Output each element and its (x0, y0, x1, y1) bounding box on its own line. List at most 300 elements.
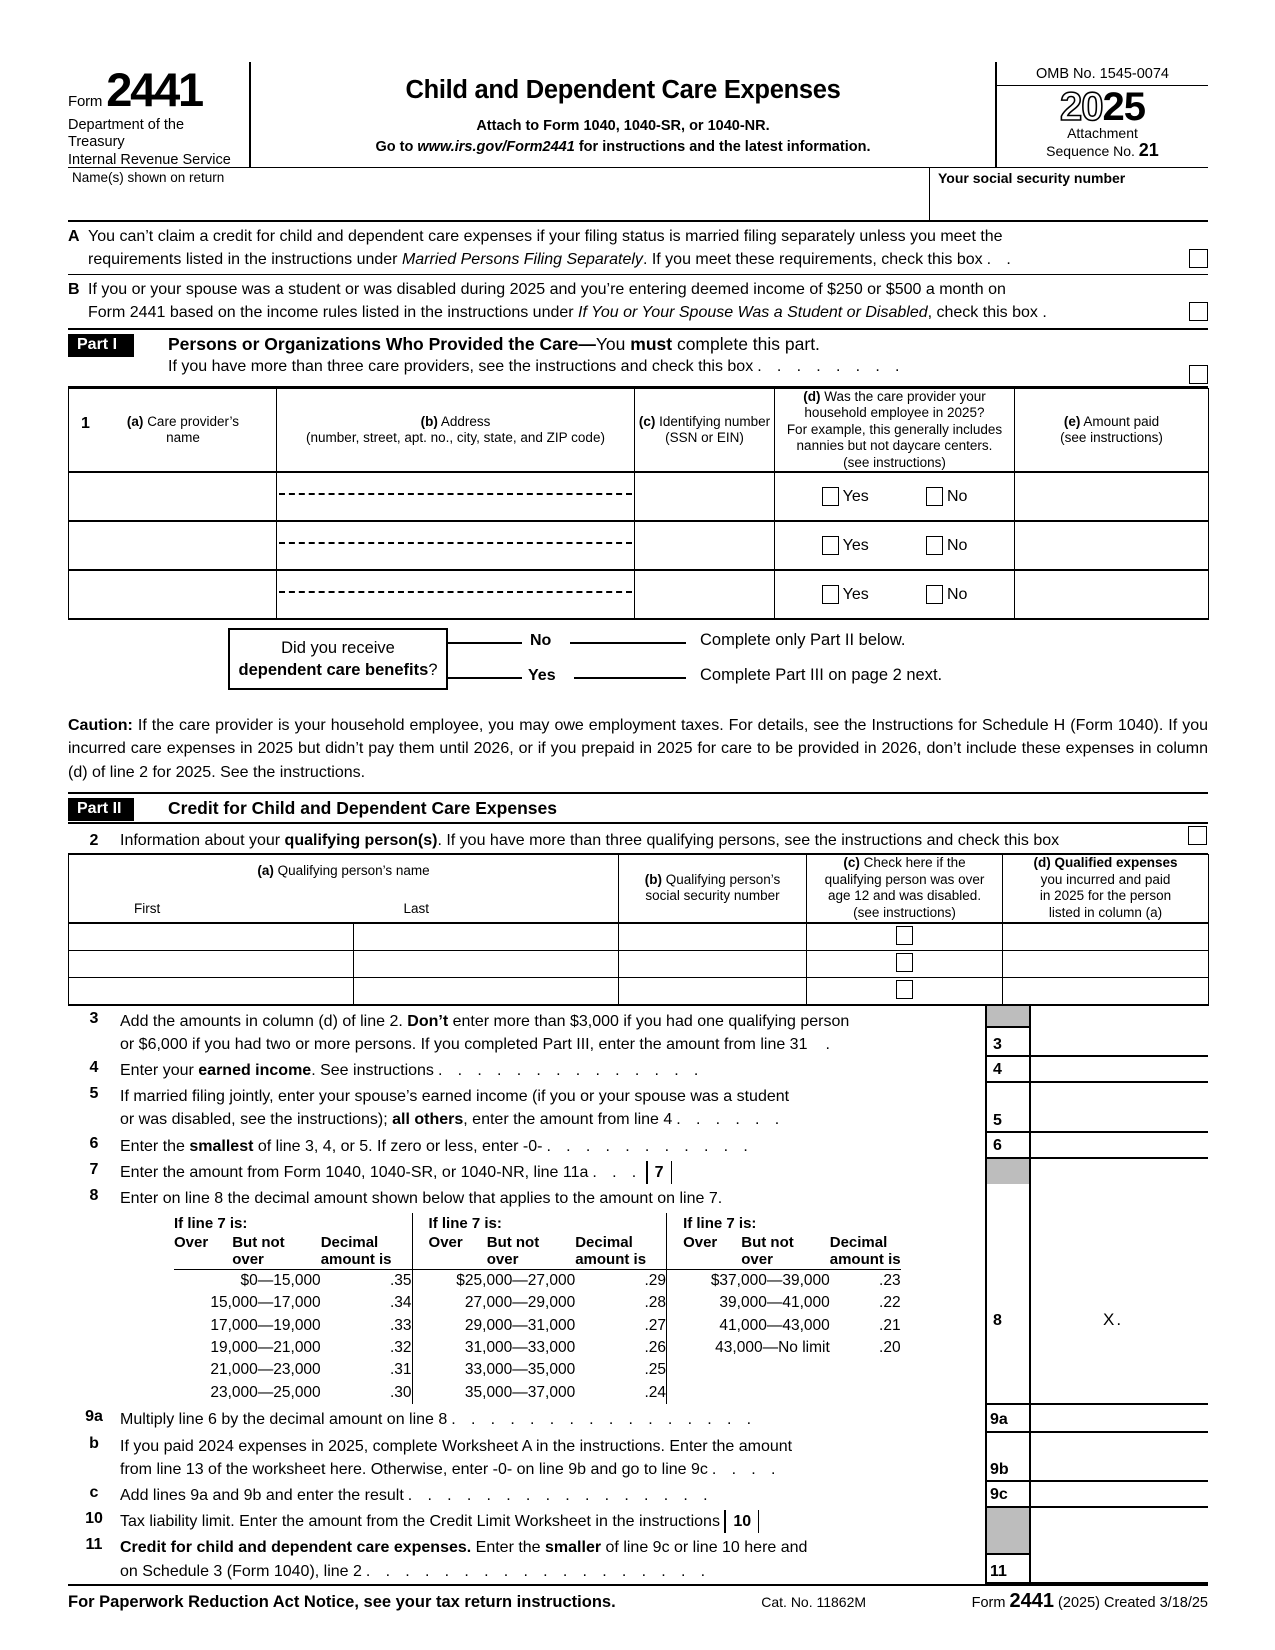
provider-2-yesno-group (775, 522, 1014, 569)
decimal-data-row (174, 1359, 901, 1381)
part1-title-a: Persons or Organizations Who Provided the Care (168, 333, 579, 354)
footer-year: (2025) (1058, 1594, 1100, 1611)
provider-col-d-text2: household employee in 2025? (804, 405, 985, 421)
qualifying-row-1 (69, 923, 1209, 951)
provider-3-yesno-group (775, 571, 1014, 618)
footer-form-number: 2441 (1009, 1589, 1055, 1612)
line6-number-cell (986, 1132, 1030, 1158)
decimal-c3-r3-decimal: .20 (879, 1338, 901, 1356)
qualifying-3-ssn[interactable] (619, 977, 807, 1005)
line6-text-c: of line 3, 4, or 5. If zero or less, enter -0- (253, 1137, 543, 1155)
decimal-data-row (174, 1292, 901, 1314)
flow-yes-destination: Complete Part III on page 2 next. (700, 666, 943, 685)
decimal-data-row (174, 1315, 901, 1337)
line6-label: 6 (993, 1136, 1002, 1154)
qualifying-3-first[interactable] (69, 977, 354, 1005)
qualifying-3-disabled-cell (807, 977, 1003, 1005)
provider-2-name[interactable] (69, 521, 277, 570)
decimal-c2-r0-decimal: .29 (644, 1271, 667, 1289)
line9a-number: 9a (85, 1408, 103, 1426)
line9b-dots: . . . . (711, 1460, 781, 1478)
decimal-c3-r0-decimal: .23 (879, 1271, 901, 1289)
part1-subtitle-row (168, 356, 1189, 378)
provider-col-d-text5: (see instructions) (843, 454, 946, 470)
line8-text (120, 1184, 986, 1404)
qualifying-1-disabled-cell (807, 923, 1003, 951)
decimal-col2-butnot2: over (486, 1250, 519, 1268)
decimal-col2-decimal (575, 1235, 666, 1269)
decimal-c1-r0-range: $0—15,000 (240, 1271, 321, 1289)
line5-text (120, 1082, 986, 1131)
part1-header (68, 328, 1208, 388)
decimal-col1-iftitle: If line 7 is: (174, 1215, 248, 1233)
form-number: 2441 (106, 63, 202, 116)
line4-label: 4 (993, 1061, 1002, 1079)
care-providers-table (68, 388, 1209, 620)
line8-decimal-placeholder: X. (1103, 1310, 1124, 1330)
form-footer (68, 1584, 1208, 1613)
qualifying-col-d-text3: in 2025 for the person (1039, 888, 1172, 904)
part2-title: Credit for Child and Dependent Care Expenses (168, 797, 557, 818)
ssn-field-cell[interactable] (930, 168, 1208, 220)
provider-col-c-header (635, 388, 775, 472)
line3-dots: . (825, 1035, 836, 1053)
line7-inline-box (646, 1161, 812, 1184)
line5-text-1: If married filing jointly, enter your spouse’s earned income (if you or your spouse was a student (120, 1088, 790, 1106)
statement-b-line2a: Form 2441 based on the income rules listed in the instructions under (88, 304, 579, 322)
statement-b-italic: If You or Your Spouse Was a Student or Disabled (578, 304, 928, 322)
decimal-c1-r3-range: 19,000—21,000 (210, 1338, 321, 1356)
flow-no-line-right (570, 642, 686, 644)
form-sheet (68, 62, 1208, 1613)
line6-row (68, 1132, 1208, 1158)
attachment-sequence (997, 126, 1208, 161)
decimal-amount-table (174, 1213, 901, 1404)
line3-label: 3 (993, 1036, 1002, 1054)
line9c-dots: . . . . . . . . . . . . . . . . (407, 1486, 713, 1504)
line10-box-label: 10 (724, 1510, 759, 1533)
decimal-col3-iftitle: If line 7 is: (667, 1213, 830, 1235)
sequence-number: 21 (1138, 140, 1159, 161)
qualifying-col-a-tag: (a) (257, 862, 274, 878)
decimal-c3-r0-range: $37,000—39,000 (667, 1269, 830, 1292)
line6-dots: . . . . . . . . . . . (546, 1137, 754, 1155)
footer-form-word: Form (971, 1594, 1006, 1611)
qualifying-col-d-tag: (d) (1033, 855, 1051, 871)
line9b-label: 9b (990, 1460, 1009, 1478)
line9a-number-cell (986, 1404, 1030, 1431)
statement-b-line1: If you or your spouse was a student or was disabled during 2025 and you’re entering deemed income of $250 or $500 a month on (88, 281, 1006, 299)
qualifying-first-label: First (134, 901, 161, 917)
line11-text-b: Enter the (471, 1539, 546, 1557)
line2-row (68, 824, 1208, 854)
line7-row (68, 1158, 1208, 1184)
line7-amount-shadow (1030, 1158, 1208, 1184)
line11-text-a: Credit for child and dependent care expenses. (120, 1539, 472, 1557)
line7-text (120, 1158, 986, 1184)
qualifying-persons-table (68, 854, 1209, 1006)
name-label: Name(s) shown on return (72, 170, 225, 185)
provider-2-idnumber[interactable] (635, 521, 775, 570)
qualifying-2-last[interactable] (354, 950, 619, 977)
provider-1-yes-checkbox[interactable] (822, 487, 839, 506)
line11-text (120, 1533, 986, 1582)
provider-row-2 (69, 521, 1209, 570)
line5-amount[interactable] (1030, 1082, 1208, 1131)
qualifying-2-first[interactable] (69, 950, 354, 977)
decimal-col1-decimal2: amount is (320, 1250, 392, 1268)
qualifying-col-a-title (72, 863, 615, 879)
line7-text-1: Enter the amount from Form 1040, 1040-SR, or 1040-NR, line 11a (120, 1163, 589, 1181)
decimal-c2-r0-range: $25,000—27,000 (412, 1269, 575, 1292)
decimal-c1-r4-decimal: .31 (389, 1361, 412, 1379)
caution-paragraph (68, 714, 1208, 784)
line2-text-c: . If you have more than three qualifying persons, see the instructions and check this box (437, 831, 1060, 849)
line5-dots: . . . . . . (676, 1111, 785, 1129)
qualifying-2-expenses[interactable] (1003, 950, 1209, 977)
decimal-c2-r4-decimal: .25 (644, 1361, 667, 1379)
decimal-c2-r1-decimal: .28 (644, 1294, 667, 1312)
qualifying-2-disabled-checkbox[interactable] (896, 953, 913, 972)
sequence-line (997, 141, 1208, 161)
provider-3-no-label: No (946, 585, 968, 603)
line5-label: 5 (993, 1111, 1002, 1129)
decimal-c2-r3-range: 31,000—33,000 (412, 1337, 575, 1359)
line1-number: 1 (81, 414, 90, 432)
provider-1-amount[interactable] (1015, 472, 1209, 521)
line9b-text (120, 1432, 986, 1481)
statement-b-line2b: , check this box . (927, 304, 1047, 322)
qualifying-col-a-text: Qualifying person’s name (277, 862, 430, 878)
qualifying-col-d-text4: listed in column (a) (1048, 904, 1163, 920)
provider-2-no-checkbox[interactable] (926, 536, 943, 555)
qualifying-col-b-tag: (b) (644, 871, 662, 887)
statement-b-checkbox[interactable] (1189, 302, 1208, 321)
line9c-number-cell (986, 1481, 1030, 1507)
line10-box-value[interactable] (759, 1510, 899, 1533)
provider-col-e-text: Amount paid (1083, 413, 1160, 429)
irs-url: www.irs.gov/Form2441 (417, 139, 575, 155)
line4-earned-income: earned income (198, 1062, 312, 1080)
provider-col-c-tag: (c) (638, 413, 656, 429)
decimal-col2-butnot1: But not (486, 1233, 540, 1251)
part1-title-c: complete this part. (672, 333, 820, 354)
provider-3-yes-checkbox[interactable] (822, 585, 839, 604)
decimal-data-row (174, 1382, 901, 1404)
provider-3-no-option[interactable] (926, 585, 967, 604)
line2-number: 2 (89, 831, 99, 849)
line4-text-c: . See instructions (311, 1062, 434, 1080)
provider-1-household-employee (775, 472, 1015, 521)
line7-dots: . . . (592, 1163, 642, 1181)
line3-text-a: Add the amounts in column (d) of line 2. (120, 1012, 408, 1030)
qualifying-header-row (69, 854, 1209, 922)
provider-3-idnumber[interactable] (635, 570, 775, 619)
decimal-c1-r2-decimal: .33 (389, 1316, 412, 1334)
decimal-col2-butnot (487, 1235, 575, 1269)
decimal-col1-butnot2: over (232, 1250, 264, 1268)
line2-text (120, 832, 1188, 850)
tax-year-prefix: 20 (1060, 85, 1103, 129)
decimal-c3-r4-range (667, 1359, 830, 1381)
name-field-cell[interactable] (68, 168, 930, 220)
line9b-text-1: If you paid 2024 expenses in 2025, complete Worksheet A in the instructions. Enter the amount (120, 1437, 793, 1455)
qualifying-name-subheads (72, 901, 615, 917)
qualifying-last-label: Last (403, 901, 430, 917)
decimal-col1-over: Over (174, 1235, 232, 1269)
part1-badge: Part I (68, 334, 134, 357)
line9a-label: 9a (990, 1410, 1008, 1428)
provider-col-b-tag: (b) (420, 413, 438, 429)
provider-col-b-header (277, 388, 635, 472)
line3-number-box (987, 1026, 1029, 1055)
line2-text-a: Information about your (120, 831, 285, 849)
decimal-c3-r2-decimal: .21 (879, 1316, 901, 1334)
address-dash-line (279, 493, 632, 495)
form-header (68, 62, 1208, 168)
statement-a-dots: . . (986, 250, 1017, 268)
provider-col-a-text2: name (166, 430, 200, 446)
line3-number-cell (986, 1006, 1030, 1056)
line9c-row (68, 1481, 1208, 1507)
decimal-c2-r1-range: 27,000—29,000 (412, 1292, 575, 1314)
part1-title-block (134, 333, 1189, 378)
line3-number: 3 (89, 1009, 99, 1027)
line7-grey-cell (986, 1158, 1030, 1184)
line9a-row (68, 1404, 1208, 1431)
provider-1-address[interactable] (277, 472, 635, 521)
line2-text-b: qualifying person(s) (284, 831, 438, 849)
qualifying-col-c-text3: age 12 and was disabled. (827, 888, 982, 904)
statement-b-row (68, 275, 1208, 327)
decimal-c1-r1-decimal: .34 (389, 1294, 412, 1312)
qualifying-col-d-text: Qualified expenses (1054, 855, 1178, 871)
provider-col-d-text: Was the care provider your (824, 388, 986, 404)
tax-year-suffix: 25 (1102, 85, 1145, 129)
line5-number-cell (986, 1082, 1030, 1131)
qualifying-col-c-header (807, 854, 1003, 922)
provider-3-yes-option[interactable] (822, 585, 869, 604)
line11-amount[interactable] (1030, 1533, 1208, 1582)
line4-amount[interactable] (1030, 1056, 1208, 1082)
line8-amount[interactable] (1030, 1184, 1208, 1404)
qualifying-col-c-text: Check here if the (863, 855, 966, 871)
line9c-text-1: Add lines 9a and 9b and enter the result (120, 1486, 404, 1504)
decimal-c2-r4-range: 33,000—35,000 (412, 1359, 575, 1381)
provider-1-yesno-group (775, 473, 1014, 520)
line9b-number-cell (986, 1432, 1030, 1481)
statement-a-line2a: requirements listed in the instructions under (88, 250, 402, 268)
provider-col-b-text: Address (440, 413, 491, 429)
provider-2-no-label: No (946, 536, 968, 554)
qualifying-col-c-text2: qualifying person was over (824, 871, 985, 887)
part1-subtitle: If you have more than three care providers, see the instructions and check this box (168, 358, 754, 376)
decimal-col1-butnot (232, 1235, 320, 1269)
qualifying-2-ssn[interactable] (619, 950, 807, 977)
line3-amount[interactable] (1030, 1006, 1208, 1056)
decimal-col3-decimal (830, 1235, 901, 1269)
provider-row-1 (69, 472, 1209, 521)
line3-text-c: enter more than $3,000 if you had one qualifying person (448, 1012, 850, 1030)
provider-2-household-employee (775, 521, 1015, 570)
decimal-col1-decimal (321, 1235, 412, 1269)
line6-number: 6 (89, 1134, 99, 1152)
line11-number: 11 (85, 1536, 103, 1554)
provider-3-no-checkbox[interactable] (926, 585, 943, 604)
line7-box-value[interactable] (672, 1161, 812, 1184)
qualifying-col-c-text4: (see instructions) (853, 904, 956, 920)
provider-2-yes-label: Yes (842, 536, 869, 554)
flow-yes-line-right (574, 677, 686, 679)
line10-text-1: Tax liability limit. Enter the amount from the Credit Limit Worksheet in the instructions (120, 1513, 720, 1531)
statement-a-text (88, 226, 1185, 271)
line11-number-box (987, 1553, 1029, 1582)
provider-3-name[interactable] (69, 570, 277, 619)
line10-row (68, 1507, 1208, 1533)
line6-text (120, 1132, 986, 1158)
line10-amount-shadow (1030, 1507, 1208, 1533)
provider-1-no-checkbox[interactable] (926, 487, 943, 506)
provider-3-household-employee (775, 570, 1015, 619)
goto-prefix: Go to (375, 139, 418, 155)
provider-1-no-option[interactable] (926, 487, 967, 506)
part2-badge: Part II (68, 798, 134, 821)
flow-no-line-left (448, 642, 522, 644)
benefits-question-line2-wrap (230, 659, 446, 681)
address-dash-line (279, 542, 632, 544)
statement-b-letter: B (68, 281, 80, 299)
line5-all-others: all others (392, 1111, 464, 1129)
provider-2-address[interactable] (277, 521, 635, 570)
line8-text-1: Enter on line 8 the decimal amount shown below that applies to the amount on line 7. (120, 1190, 723, 1208)
line9a-text-1: Multiply line 6 by the decimal amount on line 8 (120, 1411, 448, 1429)
line4-number-cell (986, 1056, 1030, 1082)
benefits-question-line1: Did you receive (281, 639, 395, 658)
line11-text-d: of line 9c or line 10 here and (601, 1539, 808, 1557)
line9c-amount[interactable] (1030, 1481, 1208, 1507)
part1-more-providers-checkbox[interactable] (1189, 365, 1208, 384)
qualifying-3-disabled-checkbox[interactable] (896, 980, 913, 999)
line11-label: 11 (990, 1562, 1007, 1580)
line3-text-2: or $6,000 if you had two or more persons. If you completed Part III, enter the amount from line 31 (120, 1035, 808, 1053)
form-identity (68, 62, 241, 116)
benefits-question-line2: dependent care benefits (238, 661, 429, 680)
line2-more-persons-checkbox[interactable] (1188, 826, 1207, 845)
provider-col-a-header (69, 388, 277, 472)
line11-number-cell (986, 1533, 1030, 1582)
qualifying-3-last[interactable] (354, 977, 619, 1005)
credit-computation-lines (68, 1006, 1208, 1584)
provider-2-yes-option[interactable] (822, 536, 869, 555)
qualifying-col-b-text: Qualifying person’s (665, 871, 781, 887)
decimal-col1-iftitle-pad (321, 1213, 412, 1235)
qualifying-1-last[interactable] (354, 923, 619, 951)
line9b-row (68, 1432, 1208, 1481)
statement-a-letter: A (68, 228, 80, 245)
decimal-c3-r1-decimal: .22 (879, 1294, 901, 1312)
qualifying-1-expenses[interactable] (1003, 923, 1209, 951)
qualifying-row-2 (69, 950, 1209, 977)
page-title: Child and Dependent Care Expenses (405, 76, 841, 104)
qualifying-col-b-text2: social security number (645, 888, 780, 904)
benefits-flowchart (68, 628, 1208, 702)
line6-amount[interactable] (1030, 1132, 1208, 1158)
catalog-number: Cat. No. 11862M (761, 1593, 867, 1610)
provider-col-e-tag: (e) (1063, 413, 1081, 429)
qualifying-3-expenses[interactable] (1003, 977, 1209, 1005)
provider-col-a-text: Care provider’s (147, 413, 239, 429)
provider-2-no-option[interactable] (926, 536, 967, 555)
part1-title-dash: — (578, 333, 596, 354)
decimal-c3-r1-range: 39,000—41,000 (667, 1292, 830, 1314)
qualifying-1-ssn[interactable] (619, 923, 807, 951)
decimal-col1-butnot1: But not (232, 1233, 285, 1251)
line9a-dots: . . . . . . . . . . . . . . . . (451, 1411, 757, 1429)
decimal-c1-r3-decimal: .32 (389, 1338, 412, 1356)
qualifying-1-first[interactable] (69, 923, 354, 951)
provider-1-yes-option[interactable] (822, 487, 869, 506)
provider-2-yes-checkbox[interactable] (822, 536, 839, 555)
qualifying-col-d-header (1003, 854, 1209, 922)
line10-inline-box (724, 1510, 899, 1533)
statement-a-checkbox[interactable] (1189, 249, 1208, 268)
provider-2-amount[interactable] (1015, 521, 1209, 570)
decimal-c3-r3-range: 43,000—No limit (667, 1337, 830, 1359)
decimal-header-row (174, 1235, 901, 1269)
decimal-col2-iftitle-pad (575, 1213, 666, 1235)
form-word-label: Form (68, 93, 103, 110)
decimal-c2-r5-decimal: .24 (644, 1383, 667, 1401)
ssn-label: Your social security number (938, 170, 1126, 186)
benefits-question-mark: ? (428, 661, 438, 680)
line8-label: 8 (993, 1312, 1002, 1330)
qualifying-1-disabled-checkbox[interactable] (896, 926, 913, 945)
benefits-question-box (228, 628, 448, 690)
provider-1-idnumber[interactable] (635, 472, 775, 521)
tax-year (997, 87, 1208, 128)
provider-col-d-tag: (d) (803, 388, 821, 404)
provider-3-address[interactable] (277, 570, 635, 619)
provider-col-d-header (775, 388, 1015, 472)
line9a-amount[interactable] (1030, 1404, 1208, 1431)
qualifying-col-a-header (69, 854, 619, 922)
provider-3-amount[interactable] (1015, 570, 1209, 619)
line4-dots: . . . . . . . . . . . . . . (437, 1062, 704, 1080)
decimal-c3-r4-decimal (830, 1359, 901, 1381)
line9b-text-2: from line 13 of the worksheet here. Otherwise, enter -0- on line 9b and go to line 9c (120, 1460, 708, 1478)
line11-text-2: on Schedule 3 (Form 1040), line 2 (120, 1562, 362, 1580)
line9b-amount[interactable] (1030, 1432, 1208, 1481)
part1-title-b: You (595, 333, 631, 354)
agency-block (68, 117, 241, 168)
department-label: Department of the Treasury (68, 117, 185, 151)
line10-grey-cell (986, 1507, 1030, 1533)
line5-text-2c: , enter the amount from line 4 (463, 1111, 673, 1129)
provider-3-yes-label: Yes (842, 585, 869, 603)
header-center-block (251, 62, 995, 167)
statement-a-line2b: . If you meet these requirements, check this box (642, 250, 983, 268)
provider-col-b-text2: (number, street, apt. no., city, state, and ZIP code) (306, 430, 605, 446)
line8-number-cell (986, 1184, 1030, 1404)
line4-text-a: Enter your (120, 1062, 199, 1080)
flow-no-label: No (530, 632, 552, 650)
address-dash-line (279, 591, 632, 593)
decimal-c2-r3-decimal: .26 (644, 1338, 667, 1356)
header-left-block (68, 62, 251, 167)
statement-b-text (88, 279, 1185, 324)
provider-1-name[interactable] (69, 472, 277, 521)
line4-number: 4 (89, 1059, 99, 1077)
